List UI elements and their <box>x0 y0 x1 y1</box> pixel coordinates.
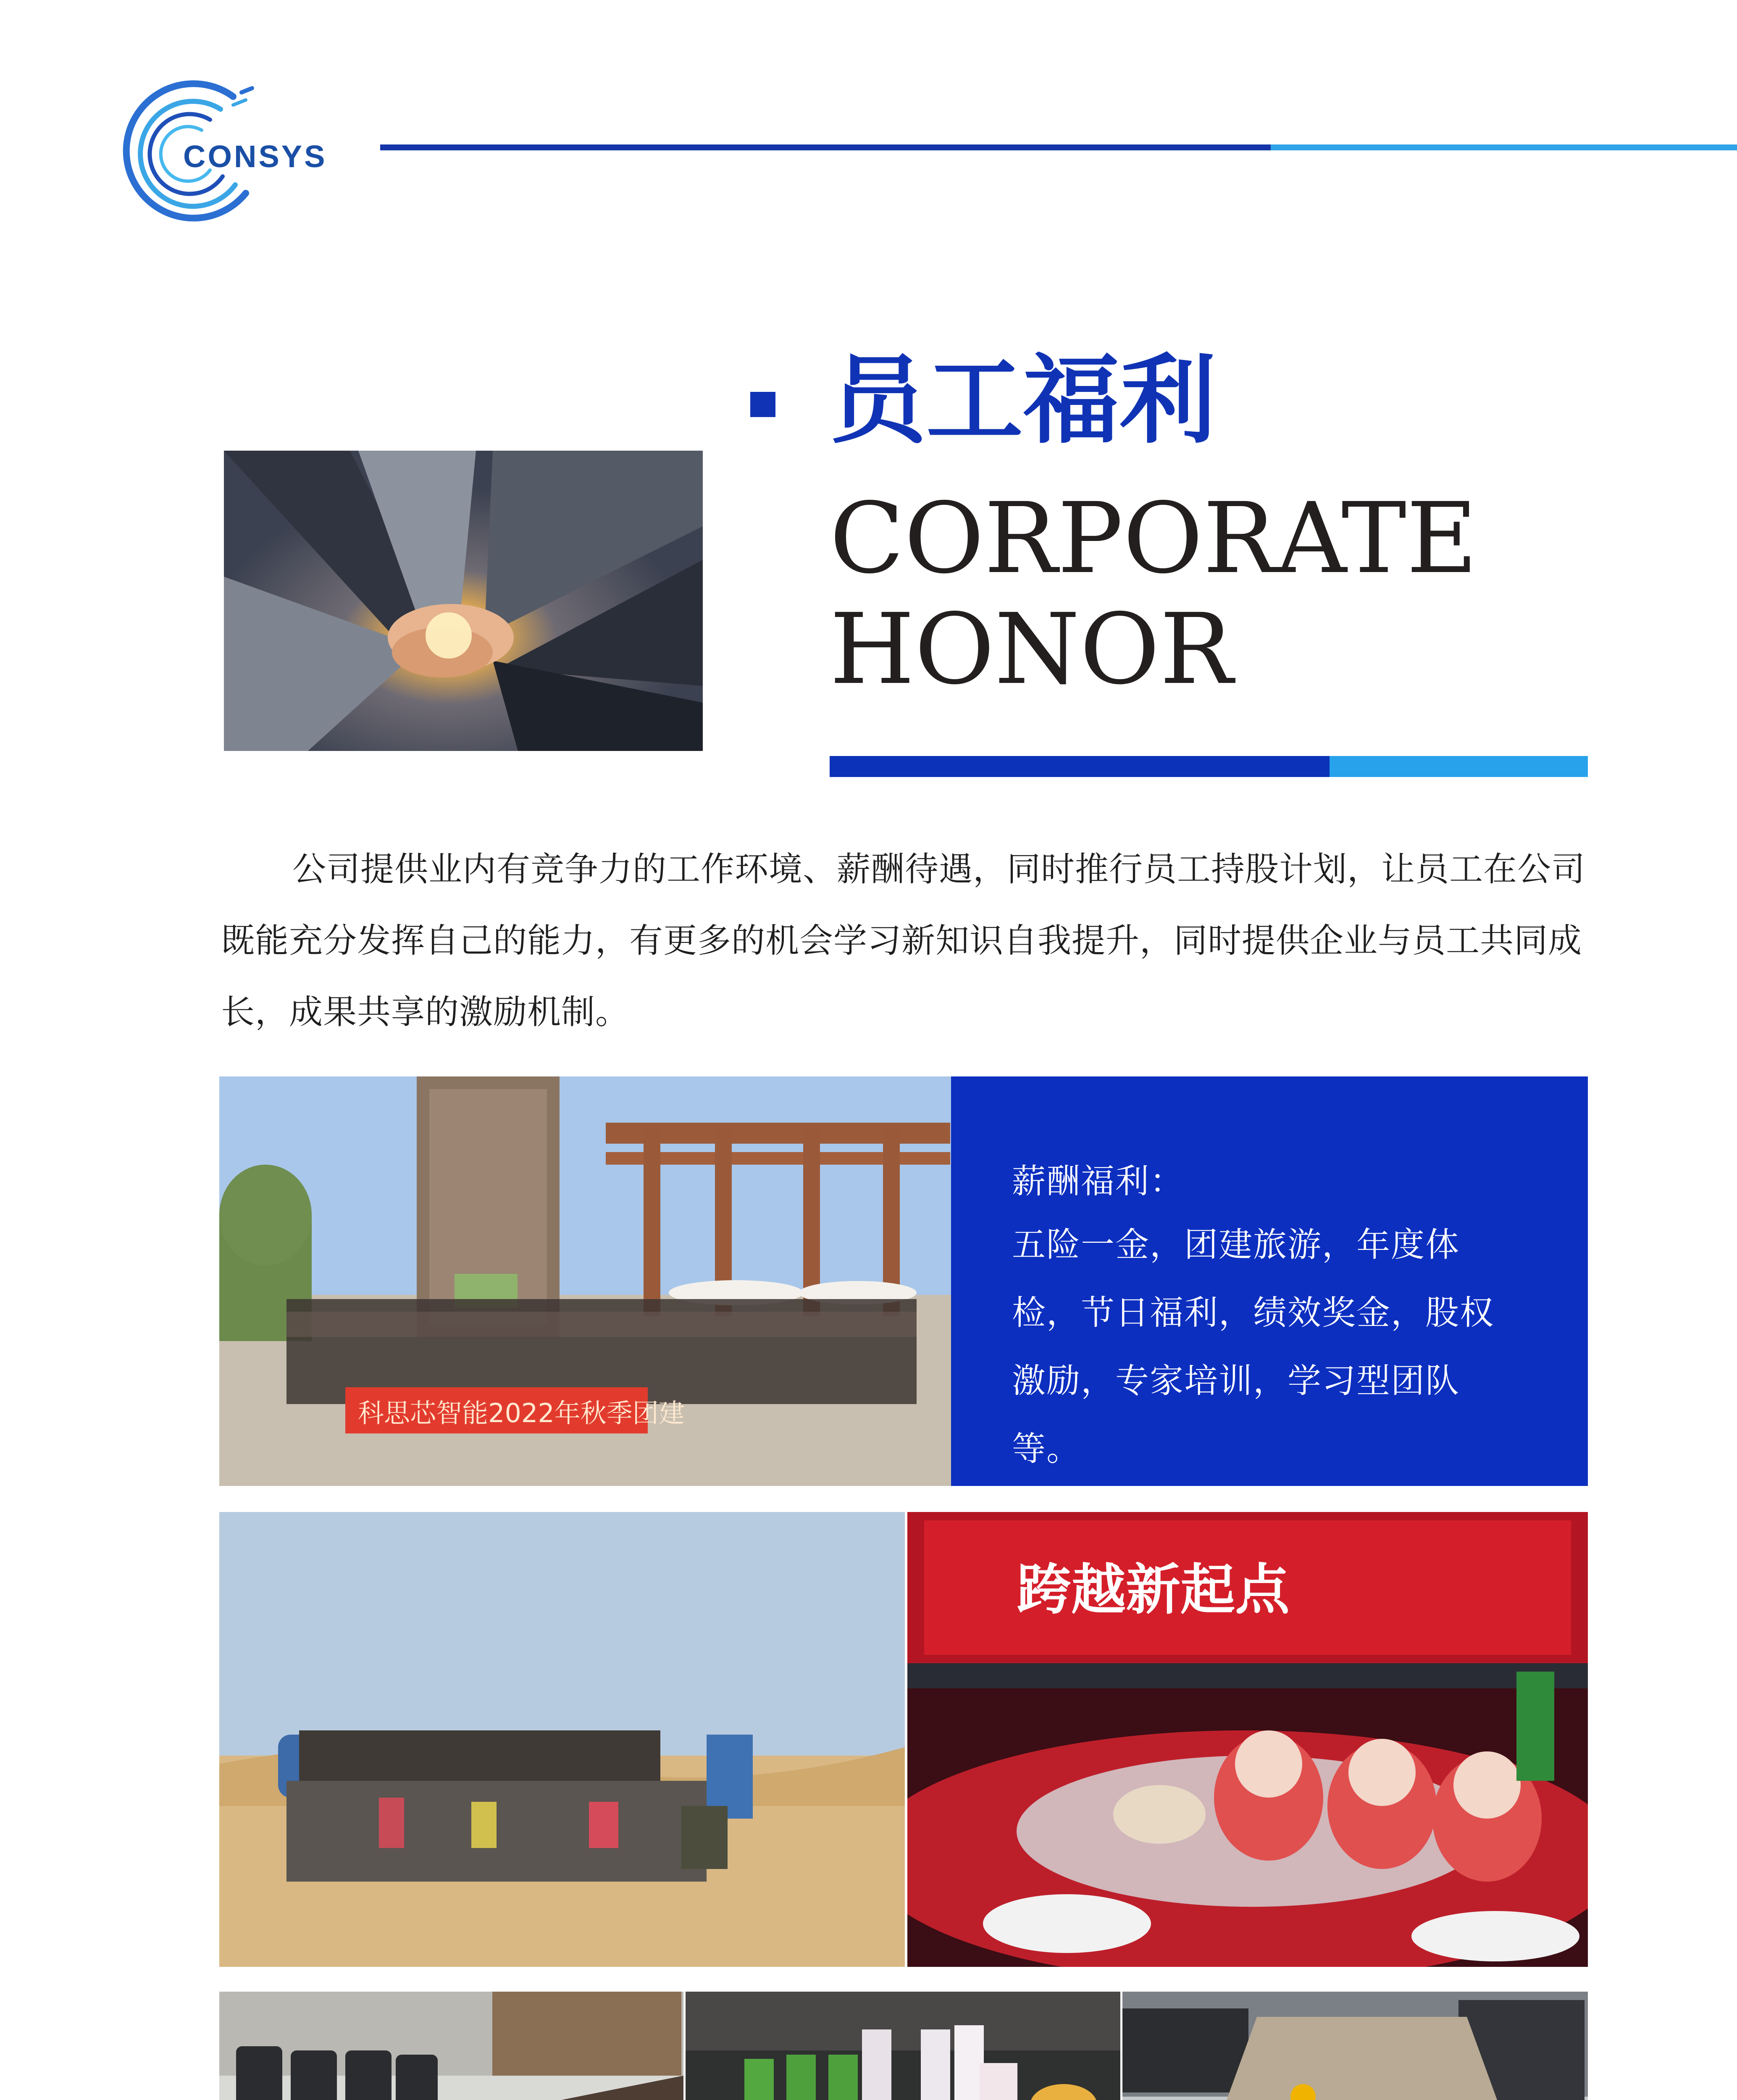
title-bullet <box>750 392 775 417</box>
title-en-line2: HONOR <box>830 593 1233 706</box>
benefits-text: 五险一金，团建旅游，年度体检，节日福利，绩效奖金，股权激励，专家培训，学习型团队等。 <box>1012 1225 1494 1468</box>
title-en-line1: CORPORATE <box>830 482 1478 595</box>
title-underline-dark <box>830 756 1330 777</box>
title-underline-light <box>1330 756 1588 777</box>
logo-wordmark: CONSYS <box>183 139 327 174</box>
team-trip-photo <box>219 1076 951 1486</box>
party-table-photo <box>907 1512 1588 1967</box>
header-rule-dark <box>380 144 1271 150</box>
benefits-title: 薪酬福利： <box>1012 1162 1184 1201</box>
buffet-table-photo <box>1122 1992 1588 2100</box>
party-screen-text: 跨越新起点 <box>1017 1558 1290 1622</box>
header-rule-light <box>1271 144 1737 150</box>
drinks-and-awards-photo <box>686 1992 1120 2100</box>
section-title-cn: 员工福利 <box>830 345 1217 457</box>
desert-team-photo <box>219 1512 905 1967</box>
benefits-box <box>951 1076 1588 1486</box>
teamwork-hands-photo <box>224 451 703 751</box>
meeting-room-snacks-photo <box>219 1992 683 2100</box>
trip-banner-text: 科思芯智能2022年秋季团建 <box>358 1398 685 1428</box>
intro-paragraph: 公司提供业内有竞争力的工作环境、薪酬待遇，同时推行员工持股计划，让员工在公司既能充分发挥自己的能力，有更多的机会学习新知识自我提升，同时提供企业与员工共同成长，成果共享的激励机制。 <box>221 850 1585 1032</box>
section-title-en <box>830 483 1502 705</box>
